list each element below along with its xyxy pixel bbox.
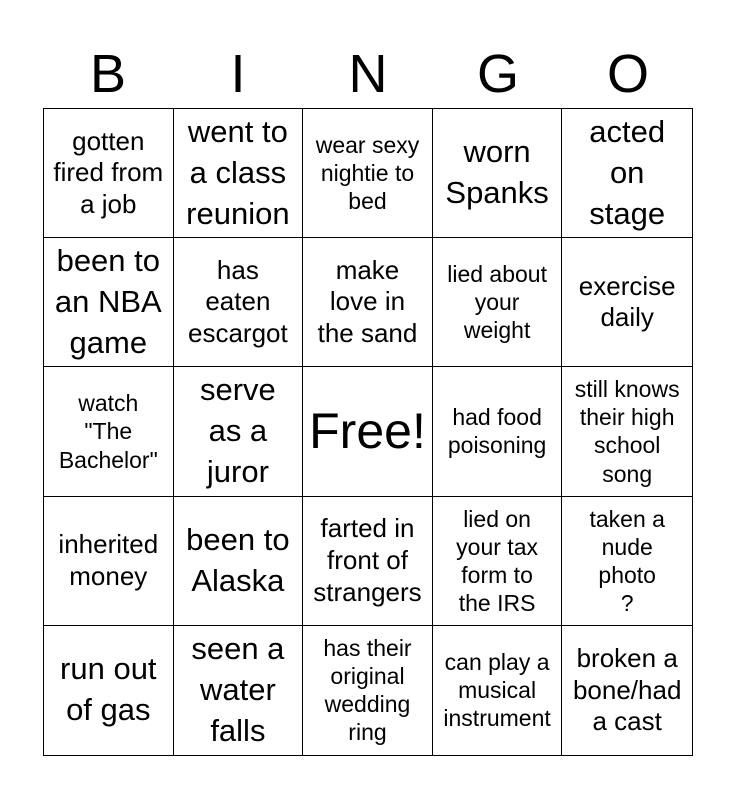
bingo-cell-2-3[interactable]: make love in the sand [303, 238, 433, 367]
bingo-cell-4-2[interactable]: been to Alaska [174, 497, 304, 626]
bingo-cell-4-5[interactable]: taken a nude photo ? [562, 497, 692, 626]
bingo-grid [43, 108, 693, 756]
bingo-cell-1-2[interactable]: went to a class reunion [174, 109, 304, 238]
bingo-cell-3-5[interactable]: still knows their high school song [562, 367, 692, 496]
bingo-cell-2-5[interactable]: exercise daily [562, 238, 692, 367]
bingo-cell-5-3[interactable]: has their original wedding ring [303, 626, 433, 755]
header-letter-b: B [89, 44, 127, 104]
bingo-cell-3-2[interactable]: serve as a juror [174, 367, 304, 496]
bingo-cell-1-3[interactable]: wear sexy nightie to bed [303, 109, 433, 238]
bingo-cell-1-4[interactable]: worn Spanks [433, 109, 563, 238]
bingo-cell-5-1[interactable]: run out of gas [44, 626, 174, 755]
bingo-cell-1-5[interactable]: acted on stage [562, 109, 692, 238]
header-letter-i: I [230, 44, 246, 104]
bingo-cell-5-4[interactable]: can play a musical instrument [433, 626, 563, 755]
bingo-cell-3-1[interactable]: watch "The Bachelor" [44, 367, 174, 496]
bingo-cell-3-4[interactable]: had food poisoning [433, 367, 563, 496]
header-letter-o: O [606, 44, 649, 104]
bingo-cell-4-4[interactable]: lied on your tax form to the IRS [433, 497, 563, 626]
bingo-cell-5-5[interactable]: broken a bone/had a cast [572, 642, 682, 737]
bingo-cell-4-3[interactable]: farted in front of strangers [303, 497, 433, 626]
bingo-cell-4-1[interactable]: inherited money [44, 497, 174, 626]
bingo-cell-1-1[interactable]: gotten fired from a job [44, 109, 174, 238]
bingo-cell-5-2[interactable]: seen a water falls [174, 626, 304, 755]
bingo-cell-2-4[interactable]: lied about your weight [433, 238, 563, 367]
free-space[interactable]: Free! [303, 367, 433, 496]
bingo-cell-2-2[interactable]: has eaten escargot [174, 238, 304, 367]
header-letter-g: G [476, 44, 519, 104]
bingo-cell-2-1[interactable]: been to an NBA game [44, 238, 174, 367]
header-letter-n: N [348, 44, 388, 104]
bingo-header [43, 40, 693, 108]
